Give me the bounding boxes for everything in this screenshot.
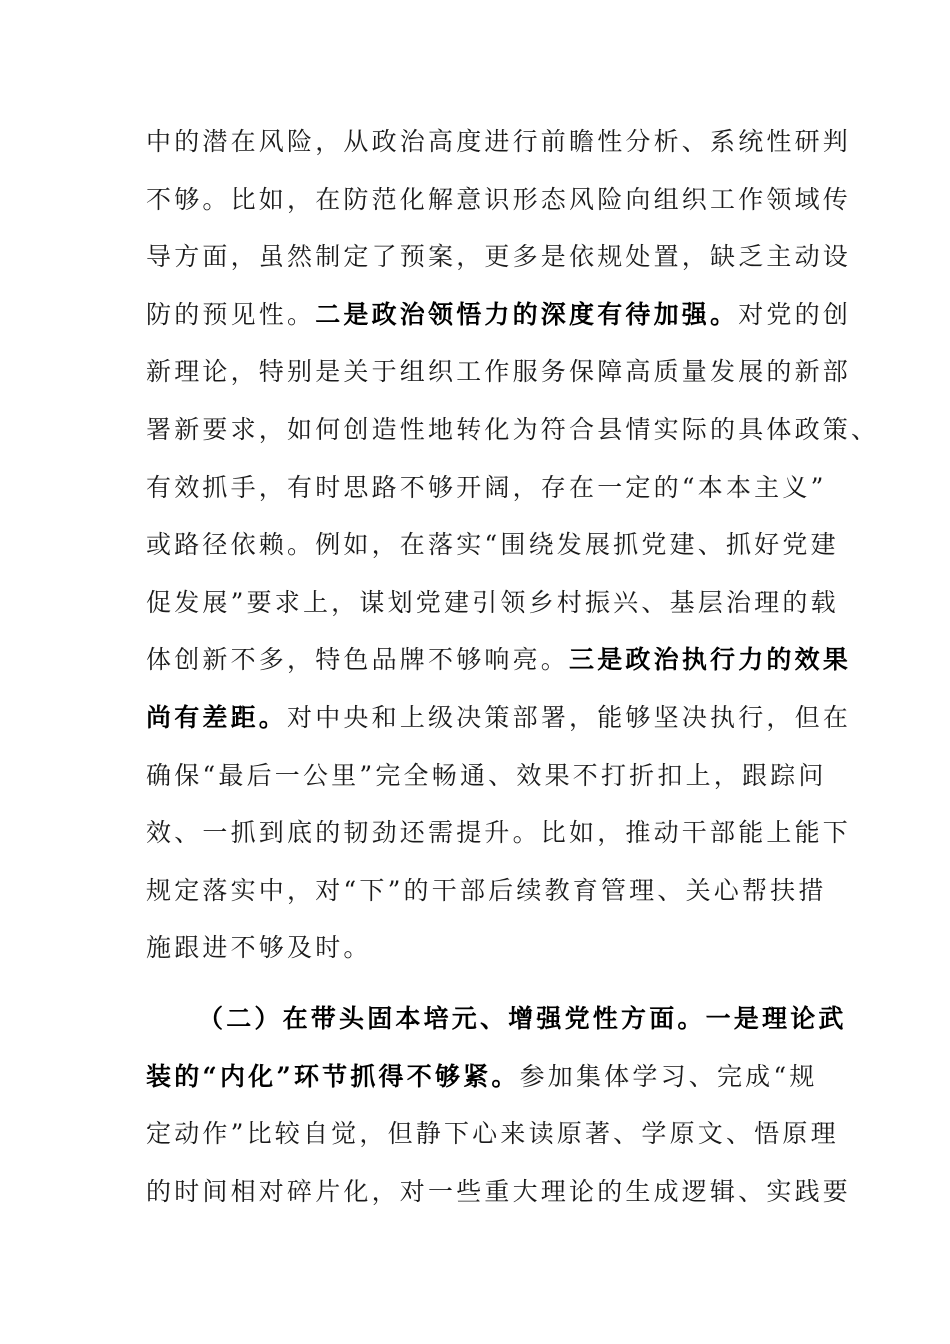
line-text: 施跟进不够及时。 (146, 933, 372, 963)
line-text: 规定落实中，对“下”的干部后续教育管理、关心帮扶措 (146, 875, 827, 905)
paragraph-line (146, 747, 827, 805)
bold-heading-3-cont: 尚有差距。 (146, 702, 288, 732)
paragraph-line (146, 516, 839, 574)
paragraph-line (146, 1163, 852, 1221)
paragraph-line (146, 862, 827, 920)
paragraph-line (146, 1105, 839, 1163)
line-text: 对党的创 (738, 299, 852, 329)
line-text: 有效抓手，有时思路不够开阔，存在一定的“本本主义” (146, 472, 827, 502)
paragraph-party-spirit (146, 990, 852, 1220)
paragraph-line (146, 113, 852, 171)
line-text: 新理论，特别是关于组织工作服务保障高质量发展的新部 (146, 357, 852, 387)
paragraph-line (146, 343, 852, 401)
line-text: 效、一抓到底的韧劲还需提升。比如，推动干部能上能下 (146, 818, 852, 848)
line-text: 的时间相对碎片化，对一些重大理论的生成逻辑、实践要 (146, 1176, 852, 1206)
paragraph-line (146, 990, 847, 1048)
paragraph-political-ability (146, 113, 880, 977)
paragraph-line (146, 171, 852, 229)
paragraph-line (146, 574, 839, 632)
line-text: 中的潜在风险，从政治高度进行前瞻性分析、系统性研判 (146, 127, 852, 156)
paragraph-line (146, 228, 852, 286)
line-text: 体创新不多，特色品牌不够响亮。 (146, 645, 570, 675)
line-text: 对中央和上级决策部署，能够坚决执行，但在 (287, 702, 852, 732)
paragraph-line (146, 401, 880, 459)
bold-heading-1-cont: 装的“内化”环节抓得不够紧。 (146, 1061, 520, 1091)
paragraph-line (146, 689, 852, 747)
paragraph-line (146, 804, 852, 862)
line-text: 确保“最后一公里”完全畅通、效果不打折扣上，跟踪问 (146, 760, 827, 790)
line-text: 定动作”比较自觉，但静下心来读原著、学原文、悟原理 (146, 1119, 839, 1149)
bold-heading-2: 二是政治领悟力的深度有待加强。 (315, 299, 739, 329)
paragraph-line (146, 459, 827, 517)
line-text: 促发展”要求上，谋划党建引领乡村振兴、基层治理的载 (146, 587, 839, 617)
paragraph-line (146, 286, 852, 344)
line-text: 署新要求，如何创造性地转化为符合县情实际的具体政策、 (146, 414, 880, 444)
line-text: 不够。比如，在防范化解意识形态风险向组织工作领域传 (146, 184, 852, 214)
line-text: 防的预见性。 (146, 299, 316, 329)
paragraph-line (146, 919, 806, 977)
section-heading: （二）在带头固本培元、增强党性方面。一是理论武 (198, 1004, 847, 1033)
line-text: 导方面，虽然制定了预案，更多是依规处置，缺乏主动设 (146, 242, 852, 272)
paragraph-line (146, 631, 852, 689)
paragraph-line (146, 1048, 818, 1106)
line-text: 参加集体学习、完成“规 (519, 1061, 818, 1091)
bold-heading-3: 三是政治执行力的效果 (569, 645, 852, 675)
line-text: 或路径依赖。例如，在落实“围绕发展抓党建、抓好党建 (146, 530, 839, 560)
